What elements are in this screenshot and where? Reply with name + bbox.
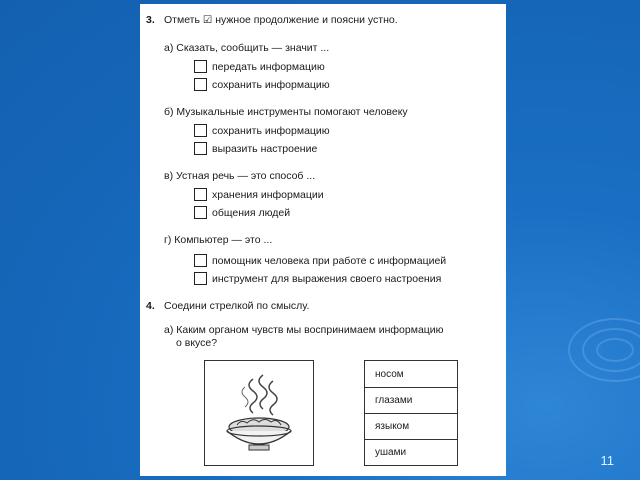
food-bowl-icon <box>205 361 313 465</box>
answer-cell[interactable] <box>365 439 457 465</box>
q3-a-prompt: а) Сказать, сообщить — значит ... <box>164 42 330 54</box>
q3-title: Отметь ☑ нужное продолжение и поясни устно. <box>164 14 398 26</box>
q4-title: Соедини стрелкой по смыслу. <box>164 300 310 312</box>
checkbox-d1[interactable] <box>194 254 207 267</box>
q3-c-option-2: общения людей <box>212 207 291 219</box>
q3-b-option-1: сохранить информацию <box>212 125 330 137</box>
answer-cell[interactable] <box>365 387 457 414</box>
answer-label: ушами <box>375 447 407 458</box>
checkbox-c2[interactable] <box>194 206 207 219</box>
q3-number: 3. <box>146 14 155 26</box>
slide-number: 11 <box>600 453 614 468</box>
q4-number: 4. <box>146 300 155 312</box>
answers-table <box>364 360 458 466</box>
answer-label: носом <box>375 369 404 380</box>
checkbox-c1[interactable] <box>194 188 207 201</box>
checkbox-a1[interactable] <box>194 60 207 73</box>
q3-b-option-2: выразить настроение <box>212 143 318 155</box>
checkbox-b1[interactable] <box>194 124 207 137</box>
checkbox-d2[interactable] <box>194 272 207 285</box>
answer-label: языком <box>375 421 410 432</box>
food-bowl-picture-box <box>204 360 314 466</box>
q3-a-option-2: сохранить информацию <box>212 79 330 91</box>
q3-c-prompt: в) Устная речь — это способ ... <box>164 170 316 182</box>
q3-d-prompt: г) Компьютер — это ... <box>164 234 273 246</box>
q4-a-prompt-line2: о вкусе? <box>176 337 218 349</box>
q3-c-option-1: хранения информации <box>212 189 324 201</box>
q4-a-prompt-line1: а) Каким органом чувств мы воспринимаем информацию <box>164 324 444 336</box>
q3-d-option-1: помощник человека при работе с информацией <box>212 255 447 267</box>
checkbox-a2[interactable] <box>194 78 207 91</box>
worksheet-page <box>140 4 506 476</box>
q3-a-option-1: передать информацию <box>212 61 325 73</box>
q3-b-prompt: б) Музыкальные инструменты помогают человеку <box>164 106 408 118</box>
checkbox-b2[interactable] <box>194 142 207 155</box>
answer-cell[interactable] <box>365 413 457 440</box>
answer-cell[interactable] <box>365 361 457 388</box>
answer-label: глазами <box>375 395 413 406</box>
q3-d-option-2: инструмент для выражения своего настроения <box>212 273 442 285</box>
